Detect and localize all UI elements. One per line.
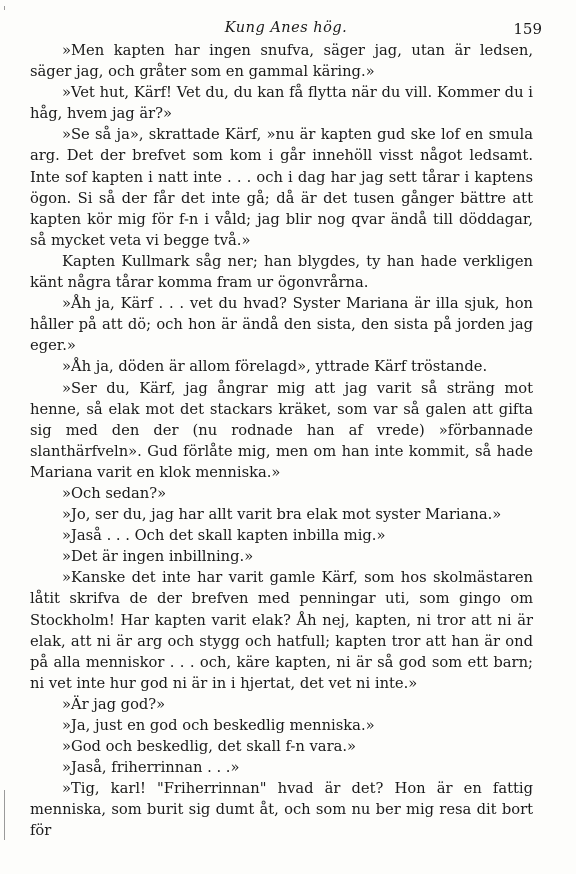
paragraph: »Åh ja, döden är allom förelagd», yttrade Kärf tröstande. [62, 358, 488, 376]
paragraph: »Jo, ser du, jag har allt varit bra elak mot syster Mariana.» [62, 506, 502, 524]
paragraph: »Ser du, Kärf, jag ångrar mig att jag varit så sträng mot henne, så elak mot det stackars kräket, som var så galen att gifta sig med den der (nu rodnade han af vrede) »förbannade slanthärfveln». Gud förlåte mig, men om han inte kommit, så hade Mariana varit en klok menniska.» [30, 379, 533, 481]
body-text [30, 40, 533, 842]
paragraph: »Tig, karl! "Friherrinnan" hvad är det? Hon är en fattig menniska, som burit sig dumt åt, och som nu ber mig resa dit bort för [30, 780, 533, 840]
paragraph: »Kanske det inte har varit gamle Kärf, som hos skolmästaren låtit skrifva de der brefven med penningar uti, som gingo om Stockholm! Har kapten varit elak? Åh nej, kapten, ni tror att ni är elak, att ni är arg och stygg och hatfull; kapten tror att han är ond på alla menniskor . . . och, käre kapten, ni är så god som ett barn; ni vet inte hur god ni är in i hjertat, det vet ni inte.» [30, 569, 533, 692]
paragraph: »Och sedan?» [62, 484, 167, 502]
paragraph: »God och beskedlig, det skall f-n vara.» [62, 738, 357, 756]
paragraph: »Jaså . . . Och det skall kapten inbilla mig.» [62, 527, 386, 545]
running-title: Kung Anes hög. [224, 20, 348, 36]
paragraph: »Jaså, friherrinnan . . .» [62, 759, 240, 777]
paragraph: »Åh ja, Kärf . . . vet du hvad? Syster Mariana är illa sjuk, hon håller på att dö; och hon är ändå den sista, den sista på jorden jag eger.» [30, 295, 533, 355]
margin-mark [4, 790, 5, 840]
paragraph: »Men kapten har ingen snufva, säger jag, utan är ledsen, säger jag, och gråter som en gammal käring.» [30, 42, 533, 81]
paragraph: Kapten Kullmark såg ner; han blygdes, ty han hade verkligen känt några tårar komma fram ur ögonvrårna. [30, 252, 533, 292]
page-number: 159 [513, 20, 542, 38]
margin-mark [4, 6, 5, 10]
paragraph: »Det är ingen inbillning.» [62, 548, 254, 566]
paragraph: »Se så ja», skrattade Kärf, »nu är kapten gud ske lof en smula arg. Det der brefvet som kom i går innehöll visst något ledsamt. Inte sof kapten i natt inte . . . och i dag har jag sett tårar i kaptens ögon. Si så der får det inte gå; då är det tusen gånger bättre att kapten kör mig för f-n i våld; jag blir nog qvar ändå till döddagar, så mycket veta vi begge två.» [30, 126, 533, 249]
page-header [30, 20, 542, 42]
paragraph: »Är jag god?» [62, 695, 166, 713]
paragraph: »Ja, just en god och beskedlig menniska.» [62, 717, 375, 734]
paragraph: »Vet hut, Kärf! Vet du, du kan få flytta när du vill. Kommer du i håg, hvem jag är?» [30, 84, 533, 123]
